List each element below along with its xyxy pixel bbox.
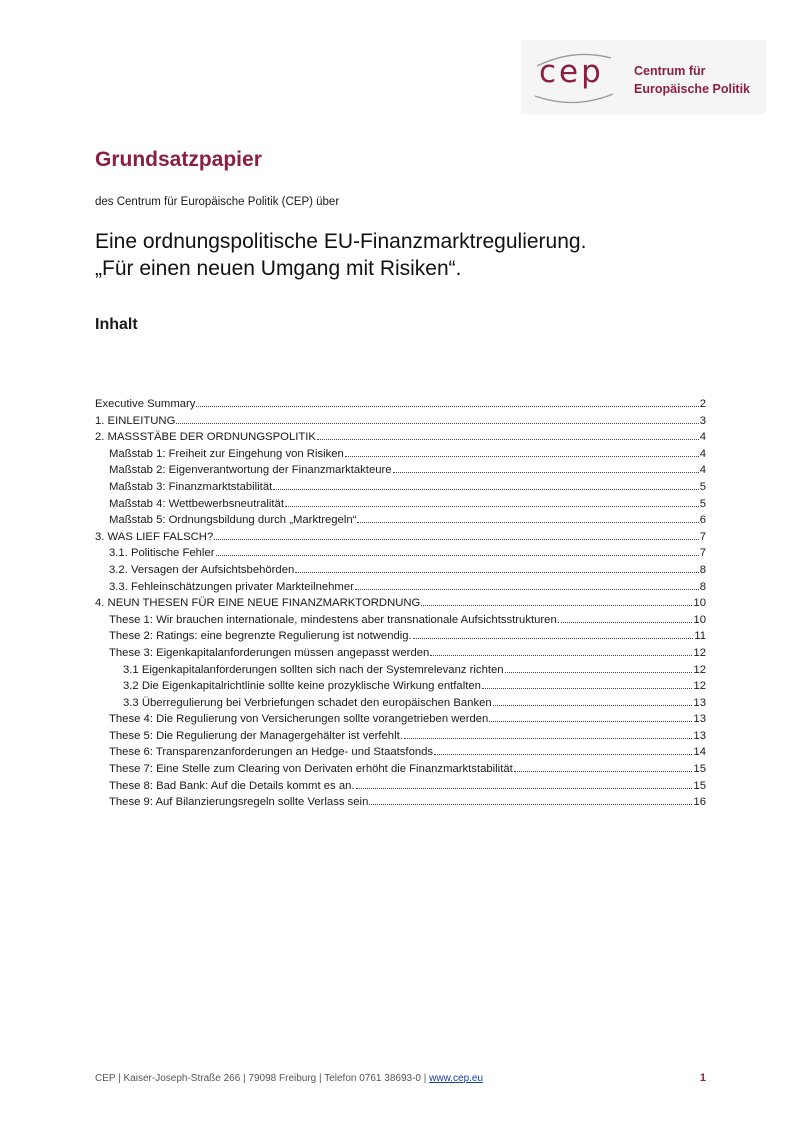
toc-entry[interactable] [95,595,706,612]
toc-dot-leader [196,406,698,407]
toc-entry[interactable] [95,711,706,728]
logo [521,40,766,114]
toc-entry[interactable] [95,579,706,596]
toc-entry-page: 16 [693,796,706,809]
toc-entry[interactable] [95,529,706,546]
toc-entry-page: 14 [693,746,706,759]
toc-dot-leader [482,688,693,689]
toc-entry-page: 15 [693,763,706,776]
toc-entry-title: These 6: Transparenzanforderungen an Hedge- und Staatsfonds [109,746,434,759]
toc-heading: Inhalt [95,316,138,333]
toc-dot-leader [561,622,693,623]
toc-entry-page: 12 [693,646,706,659]
toc-entry[interactable] [95,479,706,496]
toc-dot-leader [285,506,699,507]
toc-dot-leader [357,522,698,523]
toc-entry-page: 13 [693,696,706,709]
toc-entry-title: These 2: Ratings: eine begrenzte Regulierung ist notwendig. [109,630,412,643]
toc-entry[interactable] [95,728,706,745]
toc-entry-page: 12 [693,663,706,676]
toc-entry-title: Maßstab 4: Wettbewerbsneutralität [109,497,284,510]
toc-entry[interactable] [95,761,706,778]
toc-entry-title: 3.2 Die Eigenkapitalrichtlinie sollte keine prozyklische Wirkung entfalten [123,680,481,693]
toc-dot-leader [421,605,692,606]
toc-dot-leader [369,804,692,805]
toc-entry-page: 7 [699,530,706,543]
title-line-1: Eine ordnungspolitische EU-Finanzmarktregulierung. [95,230,587,253]
toc-entry-title: These 1: Wir brauchen internationale, mindestens aber transnationale Aufsichtsstrukturen. [109,613,560,626]
toc-entry[interactable] [95,794,706,811]
logo-mark: cep [539,54,604,90]
document-type: Grundsatzpapier [95,148,262,171]
toc-dot-leader [404,738,693,739]
document-title [95,228,586,282]
toc-entry-page: 6 [699,514,706,527]
toc-entry-title: These 4: Die Regulierung von Versicherungen sollte vorangetrieben werden [109,713,489,726]
toc-entry-page: 5 [699,480,706,493]
toc-entry-page: 4 [699,431,706,444]
toc-entry-page: 8 [699,580,706,593]
toc-entry[interactable] [95,462,706,479]
toc-dot-leader [273,489,698,490]
footer [95,1073,706,1084]
toc-entry-title: These 9: Auf Bilanzierungsregeln sollte Verlass sein [109,796,369,809]
toc-dot-leader [176,423,698,424]
toc-dot-leader [356,788,693,789]
toc-dot-leader [216,555,699,556]
toc-entry-title: 3.1. Politische Fehler [109,547,215,560]
toc-dot-leader [393,472,699,473]
toc-dot-leader [295,572,698,573]
toc-entry-page: 12 [693,680,706,693]
toc-entry[interactable] [95,429,706,446]
toc-entry[interactable] [95,545,706,562]
toc-dot-leader [434,754,692,755]
toc-entry-title: These 8: Bad Bank: Auf die Details kommt es an. [109,779,355,792]
table-of-contents [95,396,706,811]
toc-entry[interactable] [95,396,706,413]
footer-address: CEP | Kaiser-Joseph-Straße 266 | 79098 Freiburg | Telefon 0761 38693-0 | [95,1073,430,1084]
toc-entry[interactable] [95,512,706,529]
toc-dot-leader [345,456,699,457]
toc-entry[interactable] [95,496,706,513]
toc-dot-leader [493,705,693,706]
toc-entry-title: 3. WAS LIEF FALSCH? [95,530,214,543]
toc-entry-title: 3.1 Eigenkapitalanforderungen sollten sich nach der Systemrelevanz richten [123,663,504,676]
toc-entry[interactable] [95,612,706,629]
toc-entry-title: 3.2. Versagen der Aufsichtsbehörden [109,563,295,576]
toc-entry-title: Executive Summary [95,398,196,410]
toc-entry-page: 4 [699,447,706,460]
toc-entry-page: 7 [699,547,706,560]
page-number: 1 [699,1072,706,1084]
toc-entry[interactable] [95,662,706,679]
toc-entry-page: 13 [693,713,706,726]
toc-entry-page: 13 [693,729,706,742]
toc-entry-page: 15 [693,779,706,792]
toc-entry-title: 3.3. Fehleinschätzungen privater Markteilnehmer [109,580,354,593]
toc-entry-page: 8 [699,563,706,576]
toc-dot-leader [430,655,692,656]
toc-entry-title: 3.3 Überregulierung bei Verbriefungen schadet den europäischen Banken [123,696,492,709]
toc-entry-title: 2. MASSSTÄBE DER ORDNUNGSPOLITIK [95,431,316,444]
toc-entry-page: 10 [693,597,706,610]
logo-name [634,62,750,98]
logo-name-line1: Centrum für [634,64,706,78]
title-line-2: „Für einen neuen Umgang mit Risiken“. [95,257,462,280]
logo-name-line2: Europäische Politik [634,82,751,96]
toc-dot-leader [214,539,698,540]
toc-entry-page: 11 [694,630,706,643]
toc-entry[interactable] [95,744,706,761]
toc-entry-page: 10 [693,613,706,626]
toc-entry-page: 4 [699,464,706,477]
toc-entry-title: 1. EINLEITUNG [95,414,176,427]
toc-entry[interactable] [95,645,706,662]
toc-entry-title: Maßstab 3: Finanzmarktstabilität [109,480,273,493]
toc-entry-title: 4. NEUN THESEN FÜR EINE NEUE FINANZMARKTORDNUNG [95,597,421,610]
toc-entry[interactable] [95,413,706,430]
toc-entry-title: These 7: Eine Stelle zum Clearing von Derivaten erhöht die Finanzmarktstabilität [109,763,513,776]
document-subtitle: des Centrum für Europäische Politik (CEP) über [95,196,340,208]
toc-dot-leader [505,672,693,673]
toc-dot-leader [317,439,699,440]
toc-entry-title: These 3: Eigenkapitalanforderungen müssen angepasst werden [109,646,430,659]
toc-dot-leader [489,721,692,722]
footer-website-link[interactable]: www.cep.eu [429,1073,484,1084]
toc-entry-page: 3 [699,414,706,427]
toc-dot-leader [514,771,693,772]
toc-entry-page: 5 [699,497,706,510]
toc-entry[interactable] [95,695,706,712]
toc-entry-title: These 5: Die Regulierung der Managergehälter ist verfehlt. [109,729,403,742]
toc-entry[interactable] [95,678,706,695]
toc-dot-leader [413,638,694,639]
toc-entry[interactable] [95,562,706,579]
toc-entry-title: Maßstab 2: Eigenverantwortung der Finanzmarktakteure [109,464,392,477]
toc-dot-leader [355,589,699,590]
toc-entry[interactable] [95,778,706,795]
toc-entry[interactable] [95,446,706,463]
toc-entry[interactable] [95,628,706,645]
toc-entry-title: Maßstab 1: Freiheit zur Eingehung von Risiken [109,447,344,460]
toc-entry-title: Maßstab 5: Ordnungsbildung durch „Marktregeln“ [109,514,357,527]
toc-entry-page: 2 [699,398,706,410]
